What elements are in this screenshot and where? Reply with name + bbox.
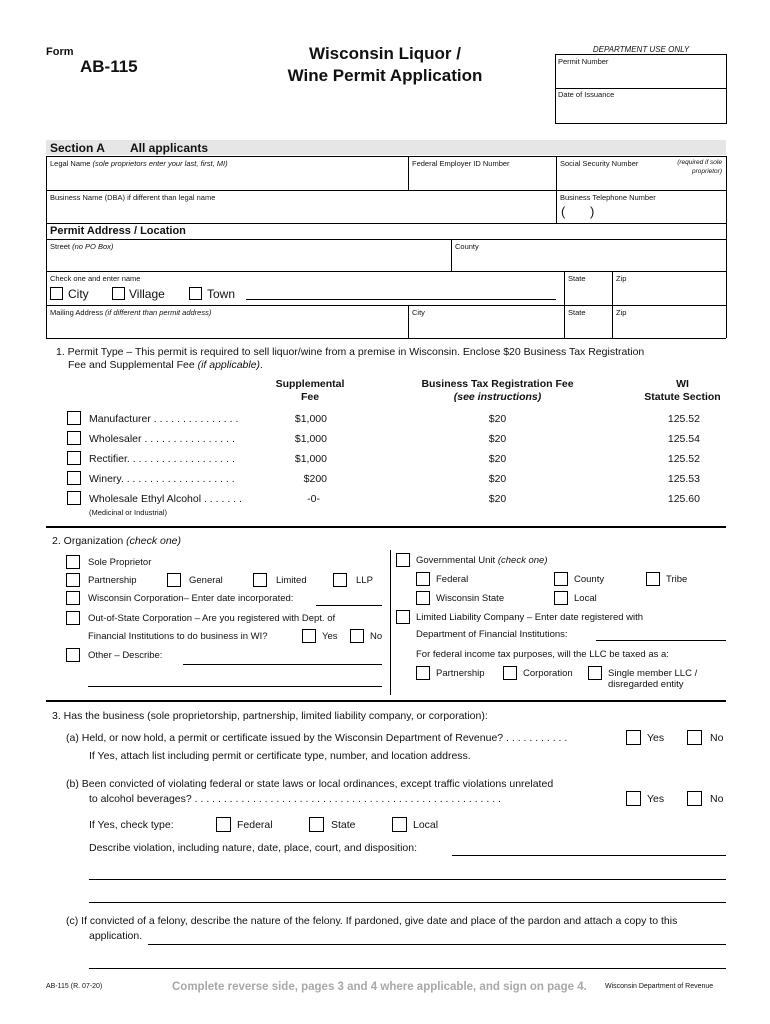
q3a-yes-label: Yes xyxy=(647,732,665,744)
general-checkbox[interactable] xyxy=(167,573,181,587)
department-name: Wisconsin Department of Revenue xyxy=(605,983,714,990)
other-describe-line[interactable] xyxy=(183,664,382,665)
q3b-yes-label: Yes xyxy=(647,793,665,805)
business-name-field[interactable] xyxy=(48,203,554,221)
gov-local-checkbox[interactable] xyxy=(554,591,568,605)
q2-column-divider xyxy=(390,550,391,695)
permit-row-reg: $20 xyxy=(488,433,507,445)
sole-proprietor-label: Sole Proprietor xyxy=(88,557,152,568)
mailing-address-label: Mailing Address (if different than permit address) xyxy=(50,308,212,317)
dfi-yes-label: Yes xyxy=(322,631,338,642)
permit-row-statute: 125.54 xyxy=(667,433,700,445)
limited-label: Limited xyxy=(276,575,307,586)
q3a-no-label: No xyxy=(710,732,724,744)
mailing-address-field[interactable] xyxy=(48,318,406,336)
permit-row-reg: $20 xyxy=(488,453,507,465)
limited-checkbox[interactable] xyxy=(253,573,267,587)
wi-corporation-label: Wisconsin Corporation– Enter date incorporated: xyxy=(88,593,294,604)
governmental-unit-label: Governmental Unit (check one) xyxy=(416,555,548,566)
violation-describe-line[interactable] xyxy=(452,855,726,856)
gov-county-checkbox[interactable] xyxy=(554,572,568,586)
llc-label-2: Department of Financial Institutions: xyxy=(416,629,568,640)
county-label: County xyxy=(455,242,479,251)
q1-text-line2: Fee and Supplemental Fee (if applicable). xyxy=(68,359,263,371)
street-label: Street (no PO Box) xyxy=(50,242,114,251)
describe-violation-label: Describe violation, including nature, date, place, court, and disposition: xyxy=(89,842,418,854)
section-a-title: All applicants xyxy=(130,141,209,155)
violation-state-checkbox[interactable] xyxy=(309,817,324,832)
llc-partnership-label: Partnership xyxy=(436,668,485,679)
out-of-state-label-2: Financial Institutions to do business in WI? xyxy=(88,631,268,642)
other-label: Other – Describe: xyxy=(88,650,163,661)
llp-checkbox[interactable] xyxy=(333,573,347,587)
q1-text-line1: 1. Permit Type – This permit is required to sell liquor/wine from a premise in Wisconsin. Enclose $20 Business Tax Registration xyxy=(56,346,645,358)
gov-federal-checkbox[interactable] xyxy=(416,572,430,586)
violation-state-label: State xyxy=(331,819,356,831)
violation-describe-line-2[interactable] xyxy=(89,879,726,880)
dfi-no-checkbox[interactable] xyxy=(350,629,364,643)
gov-tribe-label: Tribe xyxy=(666,574,688,585)
permit-address-title: Permit Address / Location xyxy=(50,225,186,237)
permit-row-label: Rectifier. . . . . . . . . . . . . . . . . . . xyxy=(89,453,235,465)
county-field[interactable] xyxy=(453,252,724,270)
date-of-issuance-label: Date of Issuance xyxy=(558,90,615,99)
q3a-yes-checkbox[interactable] xyxy=(626,730,641,745)
violation-federal-checkbox[interactable] xyxy=(216,817,231,832)
q3c-text: (c) If convicted of a felony, describe the nature of the felony. If pardoned, give date and place of the pardon and attach a copy to this xyxy=(66,915,678,927)
partnership-checkbox[interactable] xyxy=(66,573,80,587)
col-supplemental-fee: Supplemental Fee xyxy=(275,378,345,403)
governmental-unit-checkbox[interactable] xyxy=(396,553,410,567)
permit-row-fee: $1,000 xyxy=(294,433,327,445)
wholesaler-checkbox[interactable] xyxy=(67,431,81,445)
town-label: Town xyxy=(207,287,236,301)
ssn-label: Social Security Number xyxy=(560,159,639,168)
permit-row-statute: 125.53 xyxy=(667,473,700,485)
if-yes-type-label: If Yes, check type: xyxy=(89,819,174,831)
violation-federal-label: Federal xyxy=(237,819,273,831)
llc-tax-label: For federal income tax purposes, will the LLC be taxed as a: xyxy=(416,649,669,660)
other-describe-line-2[interactable] xyxy=(88,686,382,687)
gov-tribe-checkbox[interactable] xyxy=(646,572,660,586)
permit-row-reg: $20 xyxy=(488,473,507,485)
permit-row-label: Wholesale Ethyl Alcohol . . . . . . . xyxy=(89,493,242,505)
permit-row-fee: -0- xyxy=(307,493,320,505)
col-registration-fee: Business Tax Registration Fee (see instructions) xyxy=(421,378,574,403)
business-phone-field[interactable] xyxy=(600,204,724,221)
permit-row-label: Manufacturer . . . . . . . . . . . . . . . xyxy=(89,413,239,425)
permit-number-label: Permit Number xyxy=(558,57,609,66)
city-label: City xyxy=(68,287,89,301)
ethyl-note: (Medicinal or Industrial) xyxy=(89,508,167,517)
felony-describe-line[interactable] xyxy=(148,944,726,945)
legal-name-label: Legal Name (sole proprietors enter your last, first, MI) xyxy=(50,159,228,168)
q2-title: 2. Organization (check one) xyxy=(52,535,181,547)
village-label: Village xyxy=(129,287,165,301)
phone-paren-open: ( xyxy=(561,204,566,219)
llc-single-member-checkbox[interactable] xyxy=(588,666,602,680)
violation-local-checkbox[interactable] xyxy=(392,817,407,832)
municipality-name-line[interactable] xyxy=(246,299,556,300)
legal-name-field[interactable] xyxy=(48,170,406,188)
q3b-yes-checkbox[interactable] xyxy=(626,791,641,806)
permit-row-reg: $20 xyxy=(488,493,507,505)
business-name-label: Business Name (DBA) if different than legal name xyxy=(50,193,216,202)
ssn-field[interactable] xyxy=(558,176,724,188)
llc-single-member-label: Single member LLC / disregarded entity xyxy=(608,668,698,690)
other-checkbox[interactable] xyxy=(66,648,80,662)
business-phone-label: Business Telephone Number xyxy=(560,193,656,202)
ethyl-alcohol-checkbox[interactable] xyxy=(67,491,81,505)
llc-checkbox[interactable] xyxy=(396,610,410,624)
felony-describe-line-2[interactable] xyxy=(89,968,726,969)
out-of-state-label: Out-of-State Corporation – Are you registered with Dept. of xyxy=(88,613,336,624)
out-of-state-corporation-checkbox[interactable] xyxy=(66,611,80,625)
phone-paren-close: ) xyxy=(590,204,595,219)
wi-corporation-checkbox[interactable] xyxy=(66,591,80,605)
permit-row-fee: $1,000 xyxy=(294,453,327,465)
q3a-text: (a) Held, or now hold, a permit or certificate issued by the Wisconsin Department of Revenue? . . . . . . . . . . . xyxy=(66,732,568,744)
zip-label: Zip xyxy=(616,274,627,283)
llc-corporation-label: Corporation xyxy=(523,668,573,679)
section-a-label: Section A xyxy=(50,141,105,155)
violation-local-label: Local xyxy=(413,819,439,831)
q3a-text-2: If Yes, attach list including permit or certificate type, number, and location address. xyxy=(89,750,471,762)
gov-wi-state-checkbox[interactable] xyxy=(416,591,430,605)
permit-row-reg: $20 xyxy=(488,413,507,425)
q3c-text-2: application. xyxy=(89,930,143,942)
incorporation-date-line[interactable] xyxy=(316,605,382,606)
llc-label: Limited Liability Company – Enter date registered with xyxy=(416,612,644,623)
q3a-no-checkbox[interactable] xyxy=(687,730,702,745)
llp-label: LLP xyxy=(356,575,373,586)
gov-local-label: Local xyxy=(574,593,597,604)
q3b-no-checkbox[interactable] xyxy=(687,791,702,806)
mailing-state-label: State xyxy=(568,308,586,317)
llc-corporation-checkbox[interactable] xyxy=(503,666,517,680)
q3-title: 3. Has the business (sole proprietorship, partnership, limited liability company, or corporation): xyxy=(52,710,488,722)
divider xyxy=(46,526,726,528)
col-statute-section: WI Statute Section xyxy=(644,378,721,403)
permit-row-statute: 125.60 xyxy=(667,493,700,505)
permit-row-fee: $200 xyxy=(303,473,327,485)
form-number: AB-115 xyxy=(80,57,138,76)
permit-row-fee: $1,000 xyxy=(294,413,327,425)
partnership-label: Partnership xyxy=(88,575,137,586)
city-checkbox[interactable] xyxy=(50,287,63,300)
dfi-yes-checkbox[interactable] xyxy=(302,629,316,643)
q3b-no-label: No xyxy=(710,793,724,805)
manufacturer-checkbox[interactable] xyxy=(67,411,81,425)
check-one-label: Check one and enter name xyxy=(50,274,141,283)
ssn-note: (required if sole proprietor) xyxy=(677,159,722,175)
mailing-city-label: City xyxy=(412,308,425,317)
llc-partnership-checkbox[interactable] xyxy=(416,666,430,680)
gov-federal-label: Federal xyxy=(436,574,469,585)
permit-row-label: Wholesaler . . . . . . . . . . . . . . . . xyxy=(89,433,235,445)
form-revision: AB-115 (R. 07-20) xyxy=(46,983,103,990)
divider xyxy=(46,700,726,702)
general-label: General xyxy=(189,575,223,586)
footer-note: Complete reverse side, pages 3 and 4 where applicable, and sign on page 4. xyxy=(172,981,587,993)
mailing-zip-label: Zip xyxy=(616,308,627,317)
permit-row-label: Winery. . . . . . . . . . . . . . . . . . . . xyxy=(89,473,235,485)
permit-row-statute: 125.52 xyxy=(667,413,700,425)
rectifier-checkbox[interactable] xyxy=(67,451,81,465)
llc-registration-date-line[interactable] xyxy=(596,640,726,641)
form-title xyxy=(260,43,510,87)
department-use-label: DEPARTMENT USE ONLY xyxy=(592,45,690,54)
state-label: State xyxy=(568,274,586,283)
fein-field[interactable] xyxy=(410,170,554,188)
winery-checkbox[interactable] xyxy=(67,471,81,485)
dfi-no-label: No xyxy=(370,631,383,642)
sole-proprietor-checkbox[interactable] xyxy=(66,555,80,569)
street-field[interactable] xyxy=(48,252,448,270)
q3b-text-2: to alcohol beverages? . . . . . . . . . . . . . . . . . . . . . . . . . . . . . . . . . . . . . . . . . . . . . . . . . . . . . xyxy=(89,793,501,805)
fein-label: Federal Employer ID Number xyxy=(412,159,510,168)
village-checkbox[interactable] xyxy=(112,287,125,300)
violation-describe-line-3[interactable] xyxy=(89,902,726,903)
gov-wi-state-label: Wisconsin State xyxy=(436,593,505,604)
town-checkbox[interactable] xyxy=(189,287,202,300)
q3b-text: (b) Been convicted of violating federal or state laws or local ordinances, except traffic violations unrelated xyxy=(66,778,554,790)
title-line-2: Wine Permit Application xyxy=(287,66,483,85)
form-label: Form xyxy=(46,46,74,58)
gov-county-label: County xyxy=(574,574,605,585)
title-line-1: Wisconsin Liquor / xyxy=(309,44,461,63)
permit-row-statute: 125.52 xyxy=(667,453,700,465)
